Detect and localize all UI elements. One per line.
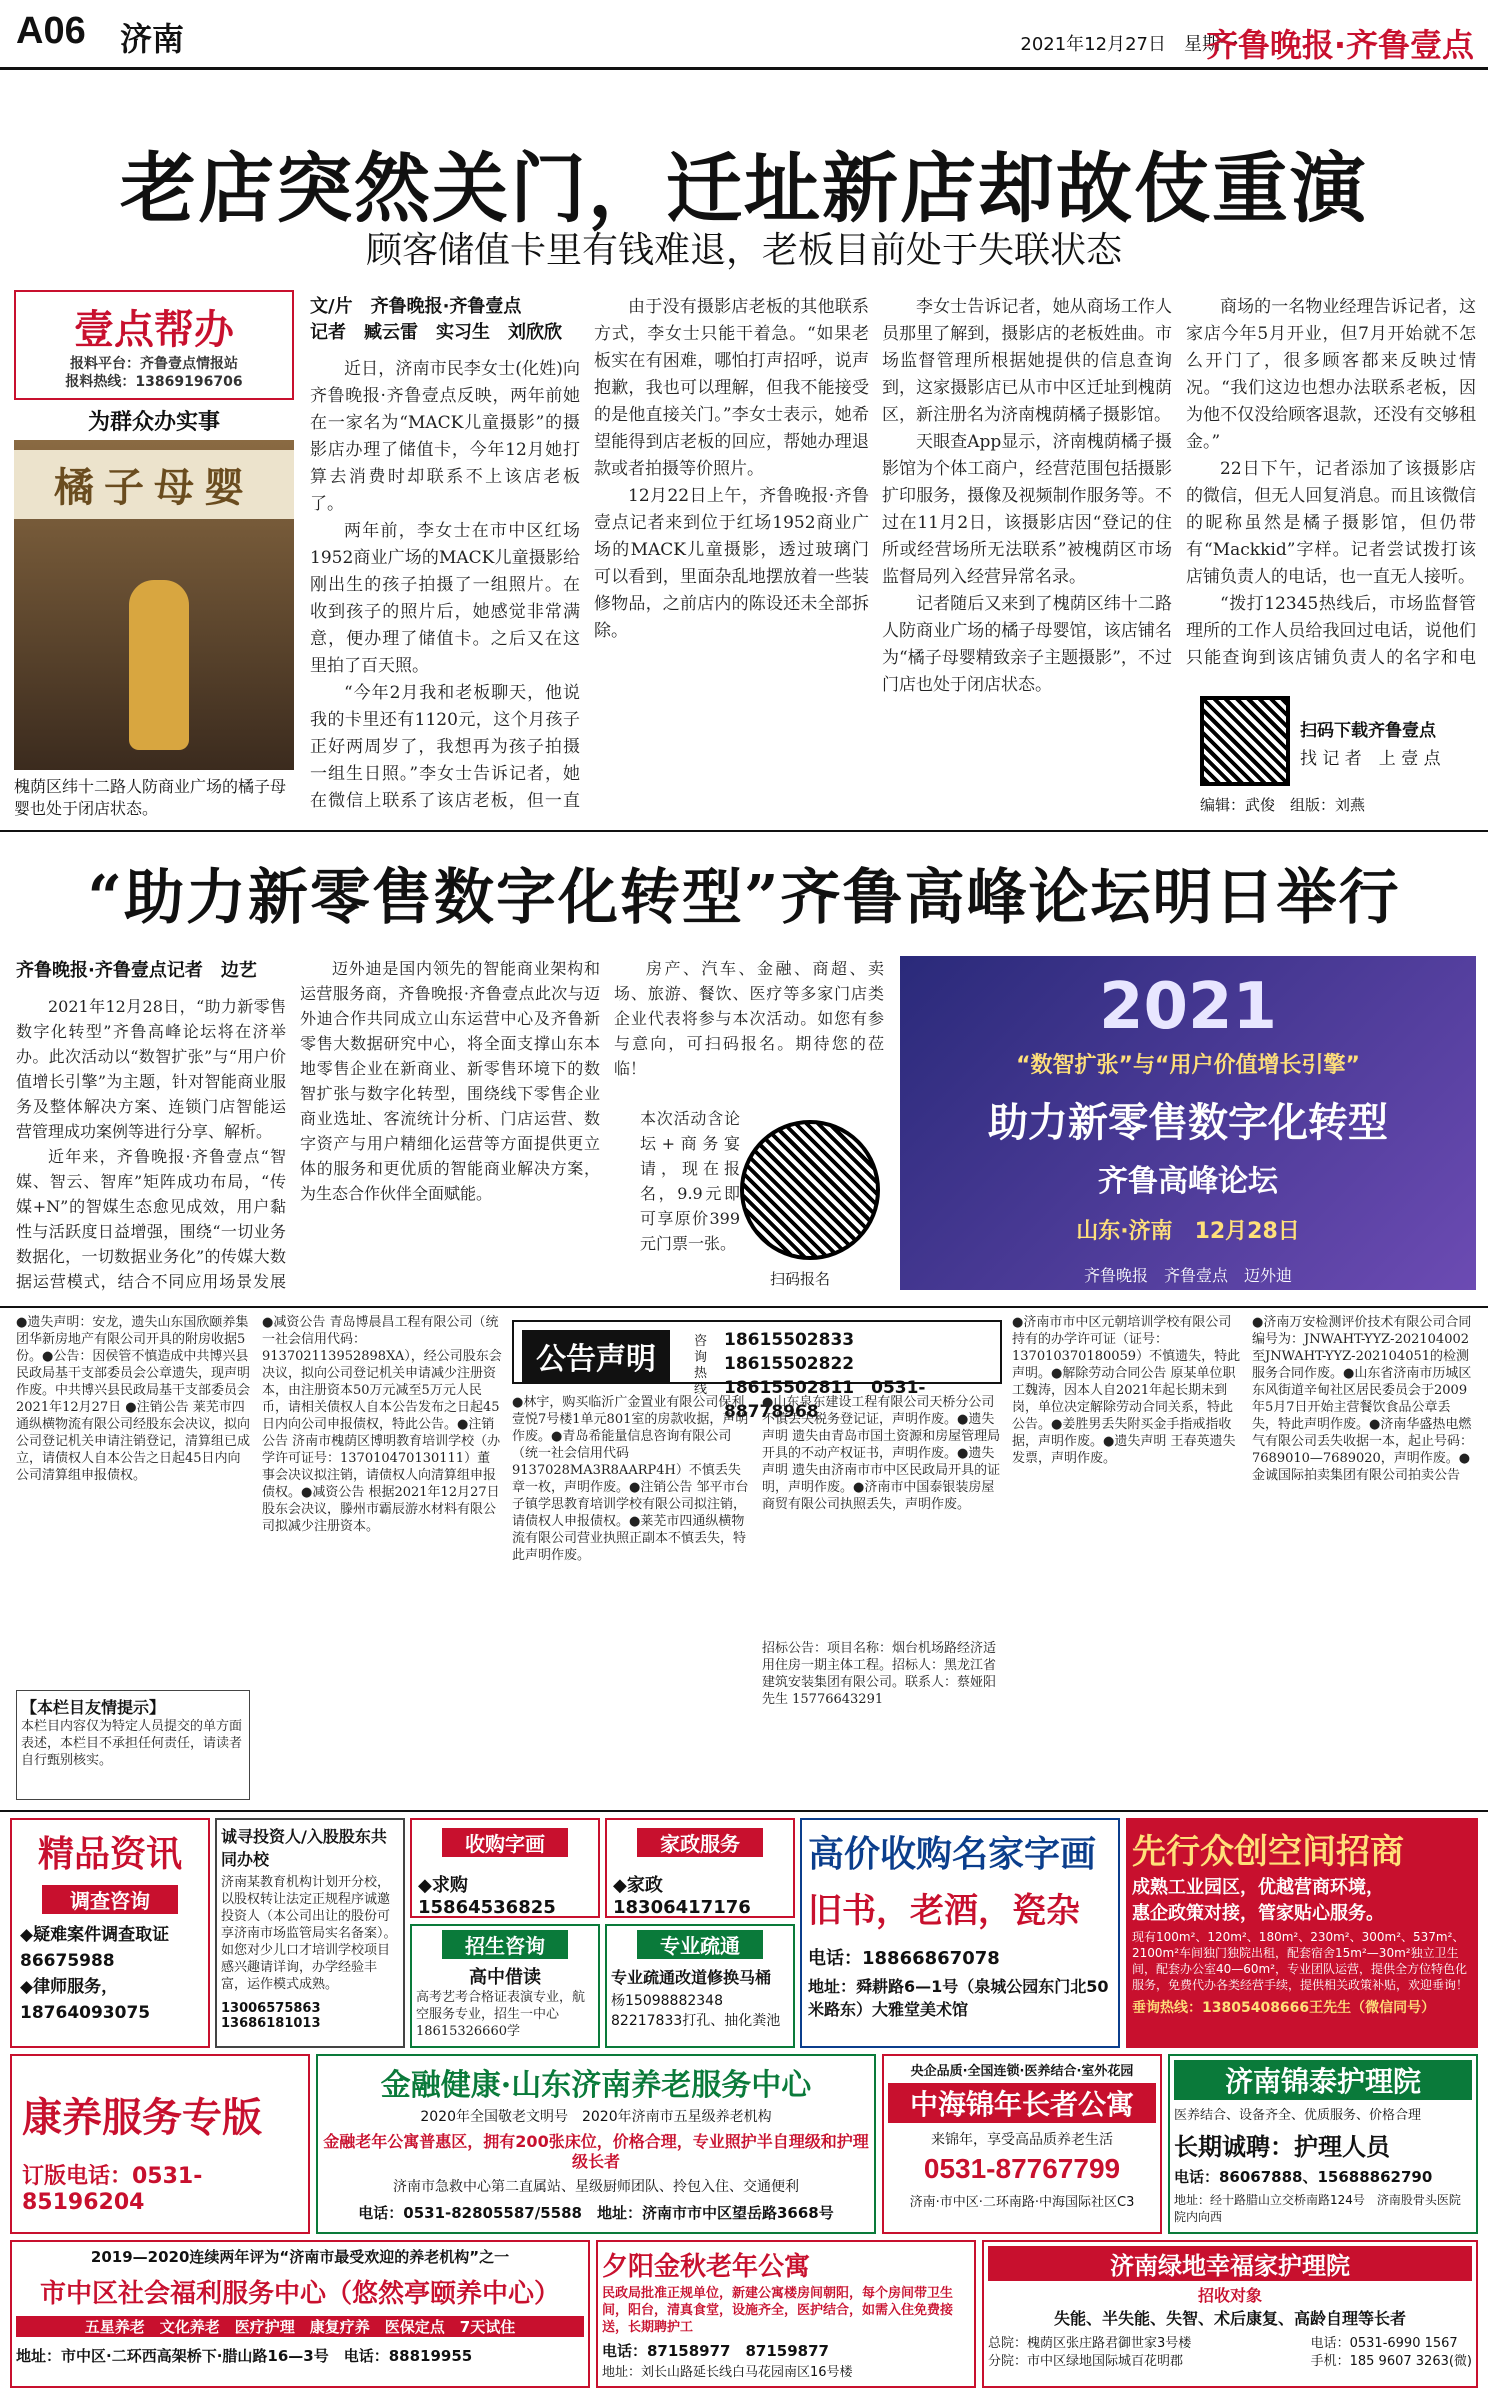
banner-place: 山东·济南 [1076, 1219, 1173, 1244]
para: 天眼查App显示，济南槐荫橘子摄影馆为个体工商户，经营范围包括摄影扩印服务，摄像及视频制作服务等。不过在11月2日，该摄影店因“登记的住所或经营场所无法联系”被槐荫区市场监督局列入经营异常名录。 [882, 432, 1172, 587]
banner-line3: 齐鲁高峰论坛 [1098, 1164, 1278, 1199]
qr-note-1: 扫码下载齐鲁壹点 [1300, 721, 1436, 741]
para: 商场的一名物业经理告诉记者，这家店今年5月开业，但7月开始就不怎么开门了，很多顾客都来反映过情况。“我们这边也想办法联系老板，因为他不仅没给顾客退款，还没有交够租金。” [1186, 297, 1476, 452]
ad-zhuanye-title: 专业疏通 [637, 1930, 763, 1959]
ad-lvdi-text: 失能、半失能、失智、术后康复、高龄自理等长者 [1053, 2309, 1406, 2328]
ad-chuangkong [1126, 1818, 1478, 2048]
ad-chengzhao-phone: 13006575863 13686181013 [221, 2001, 334, 2031]
column-logo-phone: 报料热线：13869196706 [65, 374, 243, 390]
para: 12月22日上午，齐鲁晚报·齐鲁壹点记者来到位于红场1952商业广场的MACK儿童摄影，透过玻璃门可以看到，里面杂乱地摆放着一些装修物品，之前店内的陈设还未全部拆除。 [594, 486, 869, 641]
ad-lvdi-phone2: 手机：185 9607 3263(微) [1310, 2354, 1472, 2369]
ad-lvdi-zhao: 招收对象 [1197, 2286, 1262, 2305]
hotline-numbers: 18615502833 18615502822 18615502811 0531-88778968 [724, 1330, 926, 1422]
column-logo-text: 壹点帮办 [74, 307, 234, 353]
ad-zhonghai-addr: 济南·市中区·二环南路·中海国际社区C3 [909, 2195, 1135, 2210]
ad-diaocha-title: 调查咨询 [42, 1885, 178, 1914]
para: 2021年12月28日，“助力新零售数字化转型”齐鲁高峰论坛将在济举办。此次活动以“数智扩张”与“用户价值增长引擎”为主题，针对智能商业服务及整体解决方案、连锁门店智能运营管理成功案例等进行分享、解析。 [16, 997, 286, 1141]
ad-lvdi-addr1: 总院：槐荫区张庄路君御世家3号楼 [988, 2336, 1192, 2351]
ad-diaocha-2: ◆律师服务， [20, 1977, 119, 1997]
ad-lvdi-addr2: 分院：市中区绿地国际城百花明郡 [988, 2354, 1184, 2369]
para: 两年前，李女士在市中区红场1952商业广场的MACK儿童摄影给刚出生的孩子拍摄了一组照片。在收到孩子的照片后，她感觉非常满意，便办理了储值卡。之后又在这里拍了百天照。 [310, 521, 580, 676]
divider [0, 830, 1488, 832]
ad-zhaosheng-title: 招生咨询 [442, 1930, 568, 1959]
banner-date: 12月28日 [1194, 1219, 1300, 1244]
ad-shouzi-title: 收购字画 [442, 1828, 568, 1857]
para: 由于没有摄影店老板的其他联系方式，李女士只能干着急。“如果老板实在有困难，哪怕打声招呼，说声抱歉，我也可以理解，但我不能接受的是他直接关门。”李女士表示，她希望能得到店老板的回应，帮她办理退款或者拍摄等价照片。 [594, 297, 869, 479]
para: 记者随后又来到了槐荫区纬十二路人防商业广场的橘子母婴馆，该店铺名为“橘子母婴精致亲子主题摄影”，不过门店也处于闭店状态。 [882, 594, 1172, 695]
ad-yanglao-note: 2020年全国敬老文明号 2020年济南市五星级养老机构 [420, 2109, 772, 2125]
ad-xiyang-phone: 电话：87158977 87159877 [602, 2342, 829, 2360]
signup-qr-caption: 扫码报名 [770, 1270, 831, 1288]
photo-caption: 槐荫区纬十二路人防商业广场的橘子母婴也处于闭店状态。 [14, 777, 287, 818]
ad-chengzhao-text: 济南某教育机构计划开分校，以股权转让法定正规程序诚邀投资人（本公司出让的股份可享济南市场监管局实名备案）。如您对少儿口才培训学校项目感兴趣请详询，办学经验丰富，运作模式成熟。 [221, 1875, 397, 1992]
ad-diaocha-1: ◆疑难案件调查取证 [20, 1925, 170, 1945]
download-qr-code[interactable] [1200, 696, 1290, 786]
notice-col-6: ●济南万安检测评价技术有限公司合同编号为：JNWAHT-YYZ-202104002至JNWAHT-YYZ-202104051的检测服务合同作废。●山东省济南市历城区东风街道辛甸社区居民委员会于2009年5月7日开始主营餐饮食品公章丢失，特此声明作废。●济南华盛热电燃气有限公司丢失收据一本，起止号码：7689010—7689020，声明作废。●金诚国际拍卖集团有限公司拍卖公告 [1252, 1315, 1474, 1483]
ad-kangyang-phone: 订版电话：0531-85196204 [22, 2164, 203, 2215]
notice-col-5: ●济南市市中区元朝培训学校有限公司持有的办学许可证（证号：137010370180059）不慎遗失，特此声明。●解除劳动合同公告 原某单位职工魏涛，因本人自2021年起长期未到岗，单位决定解除劳动合同关系，特此公告。●姜胜男丢失附买金手指戒指收据，声明作废。●遗失声明 王春英遗失发票，声明作废。 [1012, 1315, 1241, 1466]
forum-banner [900, 956, 1476, 1290]
ad-jiazheng-phone: ◆家政18306417176 [613, 1875, 751, 1918]
divider [0, 1306, 1488, 1308]
signup-qr-code[interactable] [740, 1120, 880, 1260]
ad-zhuanye [605, 1924, 795, 2048]
ad-yanglao-detail: 济南市急救中心第二直属站、星级厨师团队、拎包入住、交通便利 [393, 2179, 799, 2195]
ad-chuangkong-phone: 垂询热线：13805408666王先生（微信同号） [1132, 2000, 1436, 2016]
forum-byline: 齐鲁晚报·齐鲁壹点记者 边艺 [16, 960, 257, 981]
para: 李女士告诉记者，她从商场工作人员那里了解到，摄影店的老板姓曲。市场监督管理所根据她提供的信息查询到，这家摄影店已从市中区迁址到槐荫区，新注册名为济南槐荫橘子摄影馆。 [882, 297, 1172, 425]
ad-gaozhong-title: 高中借读 [469, 1967, 541, 1988]
auction-notice: 招标公告：项目名称：烟台机场路经济适用住房一期主体工程。招标人：黑龙江省建筑安装集团有限公司。联系人：蔡娅阳先生 15776643291 [762, 1641, 997, 1707]
ad-fuli [10, 2240, 590, 2388]
ad-zhonghai-top: 央企品质·全国连锁·医养结合·室外花园 [910, 2064, 1134, 2079]
ad-lvdi [982, 2240, 1478, 2388]
para: 近日，济南市民李女士(化姓)向齐鲁晚报·齐鲁壹点反映，两年前她在一家名为“MACK儿童摄影”的摄影店办理了储值卡，今年12月她打算去消费时却联系不上该店老板了。 [310, 359, 580, 514]
ad-fuli-title: 市中区社会福利服务中心（悠然亭颐养中心） [39, 2279, 560, 2309]
store-sign: 橘子母婴 [14, 450, 294, 519]
forum-col-3 [614, 956, 884, 1106]
ad-zhaosheng [410, 1924, 600, 2048]
ad-yanglao-phone: 电话：0531-82805587/5588 地址：济南市市中区望岳路3668号 [358, 2204, 834, 2222]
ad-jintai [1168, 2054, 1478, 2234]
column-logo-platform: 报料平台：齐鲁壹点情报站 [70, 356, 238, 372]
divider [0, 1810, 1488, 1812]
friend-notice-title: 【本栏目友情提示】 [21, 1698, 166, 1717]
store-photo [14, 440, 294, 770]
ad-jingpin-title: 精品资讯 [37, 1833, 182, 1875]
ad-jingpin [10, 1818, 210, 2048]
ad-yanglao [316, 2054, 876, 2234]
banner-year: 2021 [1098, 970, 1278, 1044]
ad-fuli-addr: 地址：市中区·二环西高架桥下·腊山路16—3号 电话：88819955 [16, 2347, 473, 2365]
notice-col-1: ●遗失声明：安龙，遗失山东国欣颐养集团华新房地产有限公司开具的附房收据5份。●公告：因侯管不慎造成中共博兴县民政局基干支部委员会公章遗失，现声明作废。中共博兴县民政局基干支部委员会 2021年12月27日 ●注销公告 莱芜市四通纵横物流有限公司经股东会决议，拟向公司登记机关申请注销登记，清算组已成立，请债权人自本公告之日起45日内向公司清算组申报债权。 [16, 1315, 250, 1483]
ad-chuangkong-detail: 现有100m²、120m²、180m²、230m²、300m²、537m²、2100m²车间独门独院出租，配套宿舍15m²—30m²独立卫生间，配套办公室40—60m²，专业团队运营，提供全方位特色化服务，免费代办各类经营手续，提供相关政策补贴，欢迎垂询！ [1132, 1930, 1469, 1992]
ad-gaozhong-phone: 18615326660学 [416, 2024, 520, 2039]
ad-chengzhao [215, 1818, 405, 2048]
page-header [0, 0, 1488, 70]
column-slogan: 为群众办实事 [87, 409, 220, 435]
ad-chuangkong-sub1: 成熟工业园区，优越营商环境， [1132, 1877, 1384, 1898]
ad-fuli-note: 2019—2020连续两年评为“济南市最受欢迎的养老机构”之一 [90, 2248, 510, 2266]
ad-jintai-addr: 地址：经十路腊山立交桥南路124号 济南股骨头医院院内向西 [1174, 2193, 1461, 2224]
ad-shouzi-big-sub: 旧书，老酒，瓷杂 [808, 1891, 1080, 1931]
ad-fuli-sub: 五星养老 文化养老 医疗护理 康复疗养 医保定点 7天试住 [16, 2316, 584, 2337]
ad-zhonghai-sub: 来锦年，享受高品质养老生活 [931, 2132, 1113, 2148]
article-col-2 [594, 294, 869, 816]
article-col-4 [1186, 294, 1476, 674]
ad-diaocha-phone1: 86675988 [20, 1951, 115, 1971]
ad-xiyang-title: 夕阳金秋老年公寓 [602, 2252, 811, 2282]
article-byline: 文/片 齐鲁晚报·齐鲁壹点 记者 臧云雷 实习生 刘欣欣 [310, 296, 562, 343]
ad-jiazheng-title: 家政服务 [637, 1828, 763, 1857]
ad-shouzi-phone: ◆求购15864536825 [418, 1875, 556, 1918]
notice-col-2: ●减资公告 青岛博晨昌工程有限公司（统一社会信用代码：913702113952898XA），经公司股东会决议，拟向公司登记机关申请减少注册资本，由注册资本50万元减至5万元人民币，请相关债权人自本公告发布之日起45日内向公司申报债权，特此公告。●注销公告 济南市槐荫区博明教育培训学校（办学许可证号：137010470130111）董事会决议拟注销，请债权人向清算组申报债权。●减资公告 根据2021年12月27日股东会决议，滕州市霸辰游水材料有限公司拟减少注册资本。 [262, 1315, 502, 1534]
forum-col-2 [300, 956, 600, 1294]
hotline-label: 咨询热线 [694, 1334, 708, 1397]
ad-yanglao-text: 金融老年公寓普惠区，拥有200张床位，价格合理，专业照护半自理级和护理级长者 [323, 2132, 869, 2171]
ad-xiyang-text: 民政局批准正规单位，新建公寓楼房间朝阳，每个房间带卫生间，阳台，清真食堂，设施齐全，医护结合，如需入住免费接送，长期聘护工 [602, 2286, 954, 2335]
notice-col-3: ●林宇，购买临沂广金置业有限公司保利壹悦7号楼1单元801室的房款收据，声明作废。●青岛希能量信息咨询有限公司（统一社会信用代码9137028MA3R8AARP4H）不慎丢失章一枚，声明作废。●注销公告 邹平市台子镇学思教育培训学校有限公司拟注销，请债权人申报债权。●莱芜市四通纵横物流有限公司营业执照正副本不慎丢失，特此声明作废。 [512, 1395, 749, 1563]
article-subheadline: 顾客储值卡里有钱难退，老板目前处于失联状态 [365, 230, 1122, 271]
ad-zhuanye-phone: 杨15098882348 82217833打孔、抽化粪池 [611, 1993, 781, 2029]
ad-kangyang [10, 2054, 310, 2234]
para: “今年2月我和老板聊天，他说我的卡里还有1120元，这个月孩子正好两周岁了，我想再为孩子拍摄一组生日照。”李女士告诉记者，她在微信上联系了该店老板，但一直 [310, 683, 580, 811]
article-col-3 [882, 294, 1172, 816]
ad-jintai-sub: 医养结合、设备齐全、优质服务、价格合理 [1174, 2108, 1422, 2123]
issue-date: 2021年12月27日 星期一 [1020, 34, 1238, 55]
para: 房产、汽车、金融、商超、卖场、旅游、餐饮、医疗等多家门店类企业代表将参与本次活动。如您有参与意向，可扫码报名。期待您的莅临！ [614, 959, 884, 1078]
ad-chuangkong-sub2: 惠企政策对接，管家贴心服务。 [1132, 1903, 1384, 1924]
ad-shouzi-big-addr: 地址：舜耕路6—1号（泉城公园东门北50米路东）大雅堂美术馆 [808, 1977, 1109, 2019]
ad-jintai-title: 济南锦泰护理院 [1174, 2060, 1472, 2100]
ad-jintai-want: 长期诚聘：护理人员 [1174, 2133, 1390, 2161]
friend-notice-box [16, 1690, 250, 1800]
article-headline: 老店突然关门，迁址新店却故伎重演 [120, 144, 1368, 233]
notice-box-title: 公告声明 [522, 1330, 670, 1382]
para: 迈外迪是国内领先的智能商业架构和运营服务商，齐鲁晚报·齐鲁壹点此次与迈外迪合作共同成立山东运营中心及齐鲁新零售大数据研究中心，将全面支撑山东本地零售企业在新商业、新零售环境下的数智扩张与数字化转型，围绕线下零售企业商业选址、客流统计分析、门店运营、数字资产与用户精细化运营等方面提供更立体的服务和更优质的智能商业解决方案，为生态合作伙伴全面赋能。 [300, 959, 600, 1203]
banner-line2: 助力新零售数字化转型 [988, 1100, 1388, 1146]
column-logo [14, 290, 294, 400]
page-number: A06 [16, 10, 86, 52]
forum-col-4 [640, 1106, 740, 1296]
ad-lvdi-title: 济南绿地幸福家护理院 [988, 2246, 1472, 2281]
para: 近年来，齐鲁晚报·齐鲁壹点“智媒、智云、智库”矩阵成功布局，“传媒+N”的智媒生态愈见成效，用户黏性与活跃度日益增强，围绕“一切业务数据化，一切数据业务化”的传媒大数据运营模式，结合不同应用场景发展 [16, 1147, 286, 1291]
article-col-1 [310, 356, 580, 816]
ad-kangyang-title: 康养服务专版 [22, 2094, 262, 2141]
qr-note-2: 找 记 者 上 壹 点 [1300, 749, 1441, 769]
ad-shouzi-big [800, 1818, 1120, 2048]
ad-chuangkong-title: 先行众创空间招商 [1132, 1832, 1404, 1872]
ad-jintai-tel: 电话：86067888、15688862790 [1174, 2168, 1433, 2186]
ad-zhonghai [882, 2054, 1162, 2234]
editor-credit: 编辑：武俊 组版：刘燕 [1200, 796, 1366, 814]
brand-logo: 齐鲁晚报·齐鲁壹点 [1205, 26, 1474, 64]
ad-jiazheng [605, 1818, 795, 1918]
section-name: 济南 [120, 20, 185, 58]
ad-gaozhong-text: 高考艺考合格证表演专业，航空服务专业，招生一中心 [416, 1990, 586, 2022]
banner-sponsors: 齐鲁晚报 齐鲁壹点 迈外迪 [1083, 1266, 1292, 1285]
friend-notice-text: 本栏目内容仅为特定人员提交的单方面表述，本栏目不承担任何责任，请读者自行甄别核实。 [21, 1719, 243, 1768]
para: 22日下午，记者添加了该摄影店的微信，但无人回复消息。而且该微信的昵称虽然是橘子摄影馆，但仍带有“Mackkid”字样。记者尝试拨打该店铺负责人的电话，也一直无人接听。 [1186, 459, 1476, 587]
ad-shouzi-big-title: 高价收购名家字画 [808, 1833, 1097, 1875]
ad-xiyang [596, 2240, 976, 2388]
forum-col-1 [16, 994, 286, 1294]
notice-header-box [512, 1320, 1002, 1422]
ad-zhonghai-phone: 0531-87767799 [923, 2153, 1121, 2184]
para: 本次活动含论坛+商务宴请，现在报名，9.9元即可享原价399元门票一张。 [640, 1109, 740, 1253]
notice-col-4: ●山东泉东建设工程有限公司天桥分公司不慎丢失税务登记证，声明作废。●遗失声明 遗失由青岛市国土资源和房屋管理局开具的不动产权证书，声明作废。●遗失声明 遗失由济南市市中区民政局开具的证明，声明作废。●济南市中国泰银装房屋商贸有限公司执照丢失，声明作废。 [762, 1395, 1001, 1512]
ad-chengzhao-title: 诚寻投资人/入股股东共同办校 [221, 1827, 387, 1869]
ad-diaocha-phone2: 18764093075 [20, 2003, 151, 2023]
ad-yanglao-title: 金融健康·山东济南养老服务中心 [380, 2068, 812, 2103]
banner-line1: “数智扩张”与“用户价值增长引擎” [1016, 1053, 1360, 1078]
para: “拨打12345热线后，市场监督管理所的工作人员给我回过电话，说他们只能查询到该店铺负责人的名字和电 [1186, 594, 1476, 668]
ad-shouzi-big-tel: 电话：18866867078 [808, 1948, 1000, 1969]
ad-zhuanye-text: 专业疏通改道修换马桶 [611, 1968, 772, 1987]
forum-headline: “助力新零售数字化转型”齐鲁高峰论坛明日举行 [87, 863, 1401, 933]
ad-zhonghai-title: 中海锦年长者公寓 [888, 2083, 1156, 2123]
bear-statue [129, 580, 189, 750]
ad-lvdi-phone1: 电话：0531-6990 1567 [1310, 2336, 1458, 2351]
ad-xiyang-addr: 地址：刘长山路延长线白马花园南区16号楼 [602, 2365, 853, 2380]
ad-shouzi [410, 1818, 600, 1918]
